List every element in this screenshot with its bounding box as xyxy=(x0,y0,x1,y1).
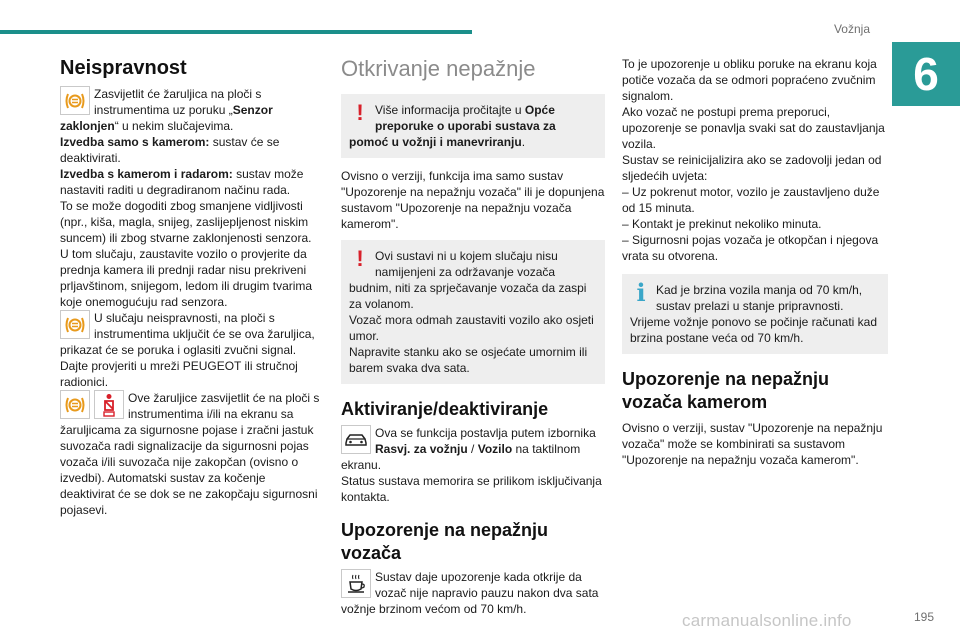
note-not-keep-awake: ! Ovi sustavi ni u kojem slučaju nisu namijenjeni za održavanje vozača budnim, niti za sprječavanje vozača da zaspi za volanom. Vozač mora odmah zaustaviti vozilo ako osjeti umor. Napravite stanku ako se osjećate umornim ili barem svaka dva sata. xyxy=(341,240,605,384)
note-standby: i Kad je brzina vozila manja od 70 km/h, sustav prelazi u stanje pripravnosti. Vrijeme vožnje ponovo se počinje računati kad brzina postane veća od 70 km/h. xyxy=(622,274,888,354)
para-camera-combination: Ovisno o verziji, sustav "Upozorenje na nepažnju vozača" može se kombinirati sa sustavom "Upozorenje na nepažnju vozača kamerom". xyxy=(622,421,883,467)
para-check-sensors: U tom slučaju, zaustavite vozilo o provjerite da prednja kamera ili prednji radar nisu prekriveni prljavštinom, snijegom, ledom ili drugim tvarima koje onemogućuju rad senzora. xyxy=(60,247,313,309)
exclamation-icon: ! xyxy=(356,100,364,125)
column-1 xyxy=(60,56,322,518)
para-sensor-obscured: Zasvijetlit će žaruljica na ploči s instrumentima uz poruku „Senzor zaklonjen“ u nekim slučajevima. xyxy=(60,87,273,133)
car-icon xyxy=(341,425,371,454)
heading-neispravnost: Neispravnost xyxy=(60,57,187,79)
column-2 xyxy=(341,56,605,617)
list-item: – Kontakt je prekinut nekoliko minuta. xyxy=(622,217,822,231)
header-accent-bar xyxy=(0,30,472,34)
column-3 xyxy=(622,56,888,468)
para-activation-menu: Ova se funkcija postavlja putem izbornika Rasvj. za vožnju / Vozilo na taktilnom ekranu. xyxy=(341,426,596,472)
heading-upozorenje-kamerom: Upozorenje na nepažnju vozača kamerom xyxy=(622,369,830,412)
para-status-memorized: Status sustava memorira se prilikom isključivanja kontakta. xyxy=(341,474,602,504)
para-visibility: To se može dogoditi zbog smanjene vidljivosti (npr., kiša, magla, snijeg, zaslijepljenost niskim suncem) ili zbog stvarne zaklonjenosti senzora. xyxy=(60,199,312,245)
note-general-recommendations: ! Više informacija pročitajte u Opće preporuke o uporabi sustava za pomoć u vožnji i manevriranju. xyxy=(341,94,605,158)
para-reset-conditions: Sustav se reinicijalizira ako se zadovolji jedan od sljedećih uvjeta: xyxy=(622,153,882,183)
para-seatbelt: Ove žaruljice zasvijetlit će na ploči s instrumentima i/ili na ekranu sa žaruljicama za sigurnosne pojase i zračni jastuk suvozača radi signalizacije da sigurnosni pojas vozača i/ili suvozača nije zakopčan (ovisno o izvedbi). Automatski sustav za kočenje deaktivirat će se dok se ne zakopčaju sigurnosni pojasevi. xyxy=(60,391,320,517)
para-camera-radar: Izvedba s kamerom i radarom: sustav može nastaviti raditi u degradiranom načinu rada. xyxy=(60,167,304,197)
para-version-info: Ovisno o verziji, funkcija ima samo sustav "Upozorenje na nepažnju vozača" ili je dopunjena sustavom "Upozorenje na nepažnju vozača kamerom". xyxy=(341,169,605,231)
para-driver-warning: Sustav daje upozorenje kada otkrije da vozač nije napravio pauzu nakon dva sata vožnje brzinom većom od 70 km/h. xyxy=(341,570,599,616)
exclamation-icon: ! xyxy=(356,246,364,271)
amber-warning-lamp-icon xyxy=(60,390,90,419)
heading-otkrivanje-nepaznje: Otkrivanje nepažnje xyxy=(341,56,536,81)
chapter-tab: 6 xyxy=(892,42,960,106)
heading-aktiviranje: Aktiviranje/deaktiviranje xyxy=(341,399,549,419)
section-name: Vožnja xyxy=(833,22,870,36)
watermark: carmanualsonline.info xyxy=(682,611,852,630)
para-malfunction: U slučaju neispravnosti, na ploči s instrumentima uključit će se ova žaruljica, prikazat će se poruka i oglasiti zvučni signal. Dajte provjeriti u mreži PEUGEOT ili stručnoj radionici. xyxy=(60,311,315,389)
amber-warning-lamp-icon xyxy=(60,310,90,339)
amber-warning-lamp-icon xyxy=(60,86,90,115)
heading-upozorenje-vozaca: Upozorenje na nepažnju vozača xyxy=(341,520,549,563)
para-repeat-warning: Ako vozač ne postupi prema preporuci, upozorenje se ponavlja svaki sat do zaustavljanja vozila. xyxy=(622,105,885,151)
list-item: – Uz pokrenut motor, vozilo je zaustavljeno duže od 15 minuta. xyxy=(622,185,880,215)
seatbelt-warning-icon xyxy=(94,390,124,419)
para-warning-message: To je upozorenje u obliku poruke na ekranu koja potiče vozača da se odmori popraćeno zvučnim signalom. xyxy=(622,57,877,103)
page-number: 195 xyxy=(914,610,935,624)
coffee-cup-icon xyxy=(341,569,371,598)
list-item: – Sigurnosni pojas vozača je otkopčan i njegova vrata su otvorena. xyxy=(622,233,879,263)
para-camera-only: Izvedba samo s kamerom: sustav će se deaktivirati. xyxy=(60,135,280,165)
info-icon: i xyxy=(636,278,646,307)
